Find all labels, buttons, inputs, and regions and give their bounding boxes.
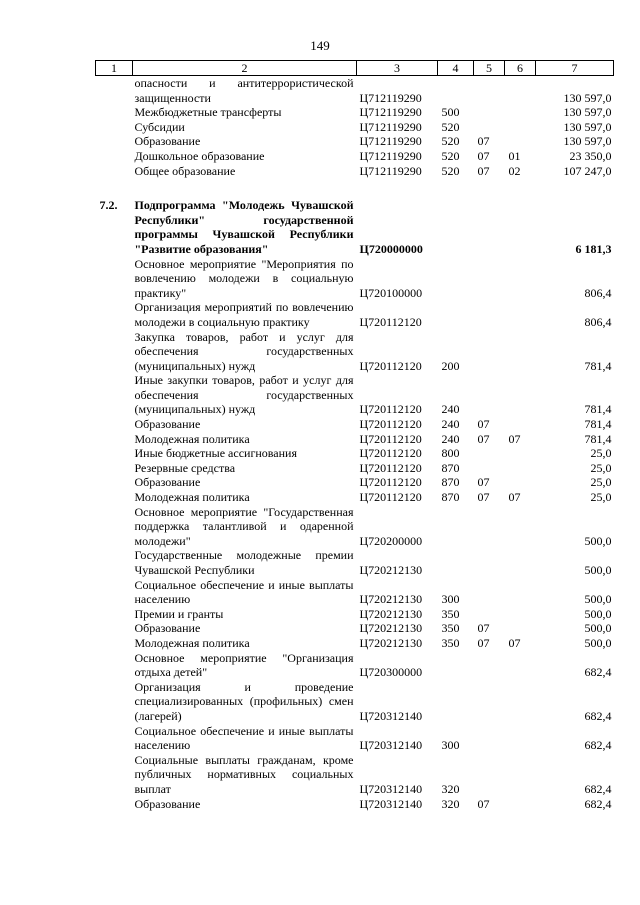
row-number bbox=[96, 432, 133, 447]
row-col-4: 500 bbox=[441, 105, 460, 120]
row-col-5 bbox=[474, 120, 505, 135]
page-number: 149 bbox=[310, 38, 330, 53]
row-code: Ц720300000 bbox=[359, 665, 423, 680]
row-col-6 bbox=[505, 446, 536, 461]
row-col-5 bbox=[474, 76, 505, 106]
row-number bbox=[96, 724, 133, 753]
row-col-6 bbox=[505, 198, 536, 256]
row-col-6 bbox=[505, 134, 536, 149]
row-number bbox=[96, 149, 133, 164]
row-name: Основное мероприятие "Государственная поддержка талантливой и одаренной молодежи" bbox=[134, 504, 354, 548]
row-amount: 130 597,0 bbox=[563, 105, 612, 120]
row-number bbox=[96, 76, 133, 106]
row-col-4: 350 bbox=[441, 621, 460, 636]
row-amount: 781,4 bbox=[584, 358, 612, 373]
header-row bbox=[96, 61, 614, 76]
row-number bbox=[96, 621, 133, 636]
row-number bbox=[96, 607, 133, 622]
row-col-5: 07 bbox=[477, 163, 490, 178]
row-code: Ц712119290 bbox=[359, 90, 422, 105]
row-name: Социальное обеспечение и иные выплаты населению bbox=[134, 723, 354, 753]
row-code: Ц712119290 bbox=[359, 148, 422, 163]
row-amount: 500,0 bbox=[584, 563, 612, 577]
header-col-1: 1 bbox=[96, 61, 133, 76]
row-col-4: 870 bbox=[441, 475, 460, 490]
row-amount: 25,0 bbox=[590, 475, 612, 490]
row-col-6 bbox=[505, 797, 536, 812]
row-col-4 bbox=[438, 505, 474, 549]
row-amount: 25,0 bbox=[590, 460, 612, 475]
row-col-4 bbox=[438, 198, 474, 256]
row-code: Ц720112120 bbox=[359, 475, 422, 490]
table-row bbox=[96, 548, 614, 577]
row-amount: 682,4 bbox=[584, 796, 612, 811]
table-row bbox=[96, 432, 614, 447]
row-col-4: 350 bbox=[441, 606, 460, 621]
header-col-7: 7 bbox=[536, 61, 614, 76]
row-code: Ц720112120 bbox=[359, 417, 422, 432]
row-col-6 bbox=[505, 621, 536, 636]
row-col-5 bbox=[474, 607, 505, 622]
row-col-6 bbox=[505, 505, 536, 549]
table-row bbox=[96, 300, 614, 329]
row-col-4: 240 bbox=[441, 402, 460, 417]
row-number bbox=[96, 461, 133, 476]
table-row bbox=[96, 490, 614, 505]
row-col-4: 800 bbox=[441, 446, 460, 461]
row-col-4: 520 bbox=[441, 119, 460, 134]
row-col-4: 300 bbox=[441, 738, 460, 753]
row-code: Ц720112120 bbox=[359, 402, 422, 417]
row-number bbox=[96, 120, 133, 135]
table-row bbox=[96, 149, 614, 164]
row-col-6 bbox=[505, 607, 536, 622]
row-amount: 682,4 bbox=[584, 738, 612, 753]
row-code: Ц720212130 bbox=[359, 592, 423, 607]
row-col-6: 01 bbox=[508, 148, 521, 163]
row-amount: 107 247,0 bbox=[563, 163, 612, 178]
table-row bbox=[96, 578, 614, 607]
table-header bbox=[96, 61, 614, 76]
table-row bbox=[96, 724, 614, 753]
table-row bbox=[96, 373, 614, 417]
row-col-4: 520 bbox=[441, 163, 460, 178]
row-name: Молодежная политика bbox=[134, 635, 250, 650]
row-number bbox=[96, 105, 133, 120]
table-row bbox=[96, 330, 614, 374]
table-row bbox=[96, 105, 614, 120]
row-col-6 bbox=[505, 373, 536, 417]
table-row bbox=[96, 164, 614, 179]
row-number bbox=[96, 490, 133, 505]
row-col-4 bbox=[438, 76, 474, 106]
row-amount: 25,0 bbox=[590, 446, 612, 461]
row-col-5 bbox=[474, 373, 505, 417]
row-code: Ц712119290 bbox=[359, 134, 422, 149]
row-col-6 bbox=[505, 257, 536, 301]
row-number bbox=[96, 134, 133, 149]
row-code: Ц720000000 bbox=[359, 241, 423, 256]
row-code: Ц720312140 bbox=[359, 781, 423, 796]
row-col-6 bbox=[505, 330, 536, 374]
row-col-6 bbox=[505, 680, 536, 724]
table-row bbox=[96, 621, 614, 636]
row-amount: 130 597,0 bbox=[563, 90, 612, 105]
row-col-6 bbox=[505, 300, 536, 329]
row-col-4 bbox=[438, 548, 474, 577]
row-col-5: 07 bbox=[477, 134, 490, 149]
row-code: Ц712119290 bbox=[359, 119, 422, 134]
row-amount: 806,4 bbox=[584, 314, 612, 329]
row-number bbox=[96, 257, 133, 301]
row-col-6 bbox=[505, 724, 536, 753]
row-code: Ц720112120 bbox=[359, 446, 422, 461]
row-code: Ц712119290 bbox=[359, 105, 422, 120]
row-col-6 bbox=[505, 548, 536, 577]
table-row bbox=[96, 76, 614, 106]
row-col-5 bbox=[474, 446, 505, 461]
header-col-3: 3 bbox=[357, 61, 438, 76]
row-col-5 bbox=[474, 578, 505, 607]
row-name: Организация и проведение специализированных (профильных) смен (лагерей) bbox=[134, 679, 354, 723]
header-col-6: 6 bbox=[505, 61, 536, 76]
row-name: Социальное обеспечение и иные выплаты населению bbox=[134, 577, 354, 607]
row-col-4 bbox=[438, 257, 474, 301]
row-col-4: 240 bbox=[441, 417, 460, 432]
spacer-row bbox=[96, 178, 614, 198]
header-col-4: 4 bbox=[438, 61, 474, 76]
row-col-4: 300 bbox=[441, 592, 460, 607]
row-name: Образование bbox=[134, 134, 201, 149]
table-row bbox=[96, 461, 614, 476]
row-name: Подпрограмма "Молодежь Чувашской Республики" государственной программы Чувашской Республики "Развитие образования" bbox=[134, 198, 354, 256]
row-number bbox=[96, 548, 133, 577]
row-amount: 781,4 bbox=[584, 431, 612, 446]
table-body bbox=[96, 76, 614, 812]
row-name: Молодежная политика bbox=[134, 490, 250, 505]
row-number bbox=[96, 797, 133, 812]
row-col-4: 520 bbox=[441, 148, 460, 163]
row-col-4: 520 bbox=[441, 134, 460, 149]
row-col-6 bbox=[505, 76, 536, 106]
row-code: Ц720112120 bbox=[359, 460, 422, 475]
row-name: Общее образование bbox=[134, 163, 236, 178]
row-amount: 23 350,0 bbox=[569, 148, 612, 163]
row-name: Иные закупки товаров, работ и услуг для обеспечения государственных (муниципальных) нужд bbox=[134, 373, 354, 417]
row-col-5 bbox=[474, 198, 505, 256]
table-row bbox=[96, 475, 614, 490]
row-number bbox=[96, 578, 133, 607]
row-col-5: 07 bbox=[477, 635, 490, 650]
row-code: Ц720112120 bbox=[359, 431, 422, 446]
row-number bbox=[96, 330, 133, 374]
row-col-4: 870 bbox=[441, 460, 460, 475]
row-col-5: 07 bbox=[477, 431, 490, 446]
row-name: Образование bbox=[134, 621, 201, 636]
row-col-6 bbox=[505, 417, 536, 432]
row-col-6: 07 bbox=[508, 490, 521, 505]
row-name: опасности и антитеррористической защищенности bbox=[134, 76, 354, 105]
row-name: Дошкольное образование bbox=[134, 148, 265, 163]
row-col-4: 320 bbox=[441, 781, 460, 796]
row-col-5: 07 bbox=[477, 475, 490, 490]
row-name: Молодежная политика bbox=[134, 431, 250, 446]
row-number bbox=[96, 475, 133, 490]
row-name: Социальные выплаты гражданам, кроме публичных нормативных социальных выплат bbox=[134, 752, 354, 796]
budget-table bbox=[95, 60, 614, 811]
row-amount: 682,4 bbox=[584, 781, 612, 796]
row-number bbox=[96, 651, 133, 680]
row-amount: 781,4 bbox=[584, 417, 612, 432]
row-amount: 25,0 bbox=[590, 490, 612, 505]
row-number bbox=[96, 753, 133, 797]
row-col-4 bbox=[438, 651, 474, 680]
row-col-5 bbox=[474, 724, 505, 753]
row-amount: 806,4 bbox=[584, 285, 612, 300]
row-number bbox=[96, 373, 133, 417]
row-amount: 500,0 bbox=[584, 606, 612, 621]
table-row bbox=[96, 198, 614, 256]
row-amount: 500,0 bbox=[584, 635, 612, 650]
row-code: Ц720200000 bbox=[359, 533, 423, 548]
table-row bbox=[96, 120, 614, 135]
row-name: Закупка товаров, работ и услуг для обеспечения государственных (муниципальных) нужд bbox=[134, 329, 354, 373]
row-code: Ц720312140 bbox=[359, 708, 423, 723]
row-col-5: 07 bbox=[477, 490, 490, 505]
row-col-6: 07 bbox=[508, 635, 521, 650]
row-col-5: 07 bbox=[477, 621, 490, 636]
row-col-5: 07 bbox=[477, 148, 490, 163]
row-col-6 bbox=[505, 105, 536, 120]
row-name: Межбюджетные трансферты bbox=[134, 105, 282, 120]
row-name: Образование bbox=[134, 417, 201, 432]
row-number bbox=[96, 164, 133, 179]
row-code: Ц712119290 bbox=[359, 163, 422, 178]
row-col-4: 350 bbox=[441, 635, 460, 650]
row-amount: 500,0 bbox=[584, 621, 612, 636]
row-col-5 bbox=[474, 105, 505, 120]
row-col-6: 02 bbox=[508, 163, 521, 178]
row-amount: 130 597,0 bbox=[563, 134, 612, 149]
row-code: Ц720312140 bbox=[359, 738, 423, 753]
row-number bbox=[96, 680, 133, 724]
row-number bbox=[96, 636, 133, 651]
row-amount: 682,4 bbox=[584, 708, 612, 723]
row-name: Иные бюджетные ассигнования bbox=[134, 446, 297, 461]
row-amount: 781,4 bbox=[584, 402, 612, 417]
row-amount: 500,0 bbox=[584, 533, 612, 548]
table-row bbox=[96, 505, 614, 549]
table-row bbox=[96, 636, 614, 651]
table-row bbox=[96, 417, 614, 432]
row-number bbox=[96, 446, 133, 461]
row-code: Ц720212130 bbox=[359, 621, 423, 636]
row-col-4: 200 bbox=[441, 358, 460, 373]
row-code: Ц720212130 bbox=[359, 563, 423, 577]
row-col-5 bbox=[474, 680, 505, 724]
row-number: 7.2. bbox=[99, 198, 118, 213]
row-number bbox=[96, 505, 133, 549]
row-col-4: 320 bbox=[441, 796, 460, 811]
row-col-6 bbox=[505, 651, 536, 680]
row-code: Ц720212130 bbox=[359, 606, 423, 621]
row-name: Резервные средства bbox=[134, 460, 236, 475]
row-amount: 6 181,3 bbox=[575, 241, 612, 256]
spacer-cell bbox=[96, 178, 614, 198]
row-number bbox=[96, 417, 133, 432]
row-col-4: 870 bbox=[441, 490, 460, 505]
row-name: Образование bbox=[134, 475, 201, 490]
row-name: Основное мероприятие "Организация отдыха детей" bbox=[134, 650, 354, 680]
row-code: Ц720212130 bbox=[359, 635, 423, 650]
table-row bbox=[96, 651, 614, 680]
table-row bbox=[96, 134, 614, 149]
row-col-5: 07 bbox=[477, 796, 490, 811]
row-col-6 bbox=[505, 461, 536, 476]
row-name: Основное мероприятие "Мероприятия по вовлечению молодежи в социальную практику" bbox=[134, 256, 354, 300]
row-name: Субсидии bbox=[134, 119, 185, 134]
table-row bbox=[96, 680, 614, 724]
row-col-5 bbox=[474, 548, 505, 577]
row-code: Ц720112120 bbox=[359, 358, 422, 373]
row-col-5 bbox=[474, 300, 505, 329]
row-col-4 bbox=[438, 680, 474, 724]
row-col-6 bbox=[505, 475, 536, 490]
row-name: Премии и гранты bbox=[134, 606, 224, 621]
table-row bbox=[96, 257, 614, 301]
row-col-6 bbox=[505, 120, 536, 135]
row-col-5: 07 bbox=[477, 417, 490, 432]
row-amount: 682,4 bbox=[584, 665, 612, 680]
row-col-5 bbox=[474, 505, 505, 549]
row-col-5 bbox=[474, 753, 505, 797]
table-row bbox=[96, 797, 614, 812]
row-col-5 bbox=[474, 257, 505, 301]
row-col-6: 07 bbox=[508, 431, 521, 446]
row-code: Ц720100000 bbox=[359, 285, 423, 300]
header-col-2: 2 bbox=[133, 61, 357, 76]
row-amount: 130 597,0 bbox=[563, 119, 612, 134]
header-col-5: 5 bbox=[474, 61, 505, 76]
row-col-4 bbox=[438, 300, 474, 329]
row-col-6 bbox=[505, 578, 536, 607]
row-col-5 bbox=[474, 461, 505, 476]
row-name: Образование bbox=[134, 796, 201, 811]
row-code: Ц720112120 bbox=[359, 314, 422, 329]
table-row bbox=[96, 607, 614, 622]
row-col-6 bbox=[505, 753, 536, 797]
row-name: Организация мероприятий по вовлечению молодежи в социальную практику bbox=[134, 300, 354, 329]
row-amount: 500,0 bbox=[584, 592, 612, 607]
table-row bbox=[96, 446, 614, 461]
row-col-5 bbox=[474, 651, 505, 680]
row-number bbox=[96, 300, 133, 329]
table-row bbox=[96, 753, 614, 797]
row-code: Ц720312140 bbox=[359, 796, 423, 811]
row-name: Государственные молодежные премии Чувашской Республики bbox=[134, 548, 354, 577]
row-col-5 bbox=[474, 330, 505, 374]
row-col-4: 240 bbox=[441, 431, 460, 446]
row-code: Ц720112120 bbox=[359, 490, 422, 505]
